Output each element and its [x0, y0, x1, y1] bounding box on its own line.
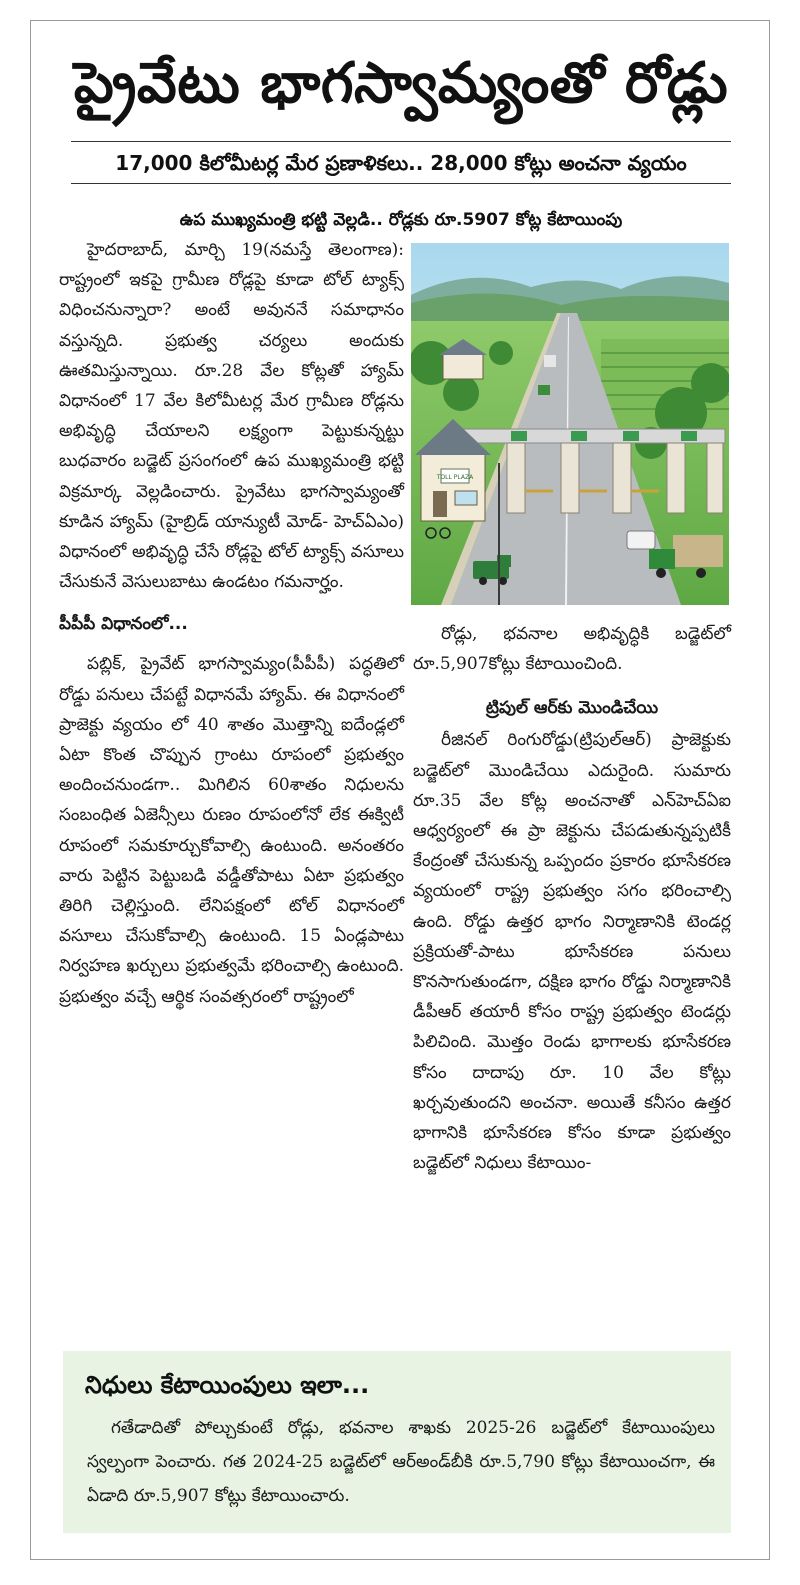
photo-sign-text: TOLL PLAZA [436, 474, 474, 481]
newspaper-clipping [30, 20, 770, 1560]
ppp-subheading: పీపీపీ విధానంలో... [59, 614, 188, 635]
left-column [59, 235, 404, 1012]
subheadline-rule [71, 183, 731, 184]
subheadline: 17,000 కిలోమీటర్ల మేర ప్రణాళికలు.. 28,000 కోట్లు అంచనా వ్యయం [115, 151, 687, 175]
allocation-box-title: నిధులు కేటాయింపులు ఇలా... [85, 1371, 370, 1399]
triple-r-subheading: ట్రిపుల్ ఆర్‌కు మొండిచేయి [485, 698, 659, 719]
allocation-box-text: గతేడాదితో పోల్చుకుంటే రోడ్లు, భవనాల శాఖకు 2025-26 బడ్జెట్‌లో కేటాయింపులు స్వల్పంగా పెంచారు. గత 2024-25 బడ్జెట్‌లో ఆర్‌అండ్‌బీకి రూ.5,790 కోట్లు కేటాయించగా, ఈ ఏడాది రూ.5,907 కోట్లు కేటాయించారు. [87, 1418, 715, 1506]
left-paragraph-2: పబ్లిక్, ప్రైవేట్ భాగస్వామ్యం(పీపీపీ) పద్ధతిలో రోడ్డు పనులు చేపట్టే విధానమే హ్యామ్. ఈ విధానంలో ప్రాజెక్టు వ్యయం లో 40 శాతం మొత్తాన్ని ఐదేండ్లలో ఏటా కొంత చొప్పున గ్రాంటు రూపంలో ప్రభుత్వం అందించనుండగా.. మిగిలిన 60శాతం నిధులను సంబంధిత ఏజెన్సీలు రుణం రూపంలోనో లేక ఈక్విటీ రూపంలో సమకూర్చుకోవాల్సి ఉంటుంది. అనంతరం వారు పెట్టిన పెట్టుబడి వడ్డీతోపాటు ఏటా ప్రభుత్వం తిరిగి చెల్లిస్తుంది. లేనిపక్షంలో టోల్ విధానంలో వసూలు చేసుకోవాల్సి ఉంటుంది. 15 ఏండ్లపాటు నిర్వహణ ఖర్చులు ప్రభుత్వమే భరించాల్సి ఉంటుంది. ప్రభుత్వం వచ్చే ఆర్థిక సంవత్సరంలో రాష్ట్రంలో [59, 654, 404, 1007]
right-column [413, 619, 731, 1178]
headline-rule-top [71, 141, 731, 142]
right-paragraph-1: రోడ్లు, భవనాల అభివృద్ధికి బడ్జెట్‌లో రూ.5,907కోట్లు కేటాయించింది. [413, 624, 731, 675]
allocation-box [63, 1351, 731, 1533]
right-paragraph-2: రీజినల్ రింగురోడ్డు(ట్రిపుల్‌ఆర్) ప్రాజెక్టుకు బడ్జెట్‌లో మొండిచేయి ఎదురైంది. సుమారు రూ.35 వేల కోట్ల అంచనాతో ఎన్‌హెచ్ఏఐ ఆధ్వర్యంలో ఈ ప్రా జెక్టును చేపడుతున్నప్పటికీ కేంద్రంతో చేసుకున్న ఒప్పందం ప్రకారం భూసేకరణ వ్యయంలో రాష్ట్ర ప్రభుత్వం సగం భరించాల్సి ఉంది. రోడ్డు ఉత్తర భాగం నిర్మాణానికి టెండర్ల ప్రక్రియతో-పాటు భూసేకరణ పనులు కొనసాగుతుండగా, దక్షిణ భాగం రోడ్డు నిర్మాణానికి డీపీఆర్ తయారీ కోసం రాష్ట్ర ప్రభుత్వం టెండర్లు పిలిచింది. మొత్తం రెండు భాగాలకు భూసేకరణ కోసం దాదాపు రూ. 10 వేల కోట్లు ఖర్చవుతుందని అంచనా. అయితే కనీసం ఉత్తర భాగానికి భూసేకరణ కోసం కూడా ప్రభుత్వం బడ్జెట్‌లో నిధులు కేటాయిం- [413, 730, 731, 1174]
headline: ప్రైవేటు భాగస్వామ్యంతో రోడ్లు [73, 51, 729, 116]
left-paragraph-1: హైదరాబాద్, మార్చి 19(నమస్తే తెలంగాణ): రాష్ట్రంలో ఇకపై గ్రామీణ రోడ్లపై కూడా టోల్ ట్యాక్స్ విధించనున్నారా? అంటే అవుననే సమాధానం వస్తున్నది. ప్రభుత్వ చర్యలు అందుకు ఊతమిస్తున్నాయి. రూ.28 వేల కోట్లతో హ్యామ్ విధానంలో 17 వేల కిలోమీటర్ల మేర గ్రామీణ రోడ్లను అభివృద్ధి చేయాలని లక్ష్యంగా పెట్టుకున్నట్టు బుధవారం బడ్జెట్ ప్రసంగంలో ఉప ముఖ్యమంత్రి భట్టి విక్రమార్క వెల్లడించారు. ప్రైవేటు భాగస్వామ్యంతో కూడిన హ్యామ్ (హైబ్రిడ్ యాన్యుటీ మోడ్- హెచ్ఏఎం) విధానంలో అభివృద్ధి చేసే రోడ్లపై టోల్ ట్యాక్స్ వసూలు చేసుకునే వెసులుబాటు ఉండటం గమనార్హం. [59, 240, 404, 593]
deck-line: ఉప ముఖ్యమంత్రి భట్టి వెల్లడి.. రోడ్లకు రూ.5907 కోట్ల కేటాయింపు [179, 210, 623, 230]
toll-plaza-illustration [411, 243, 729, 605]
